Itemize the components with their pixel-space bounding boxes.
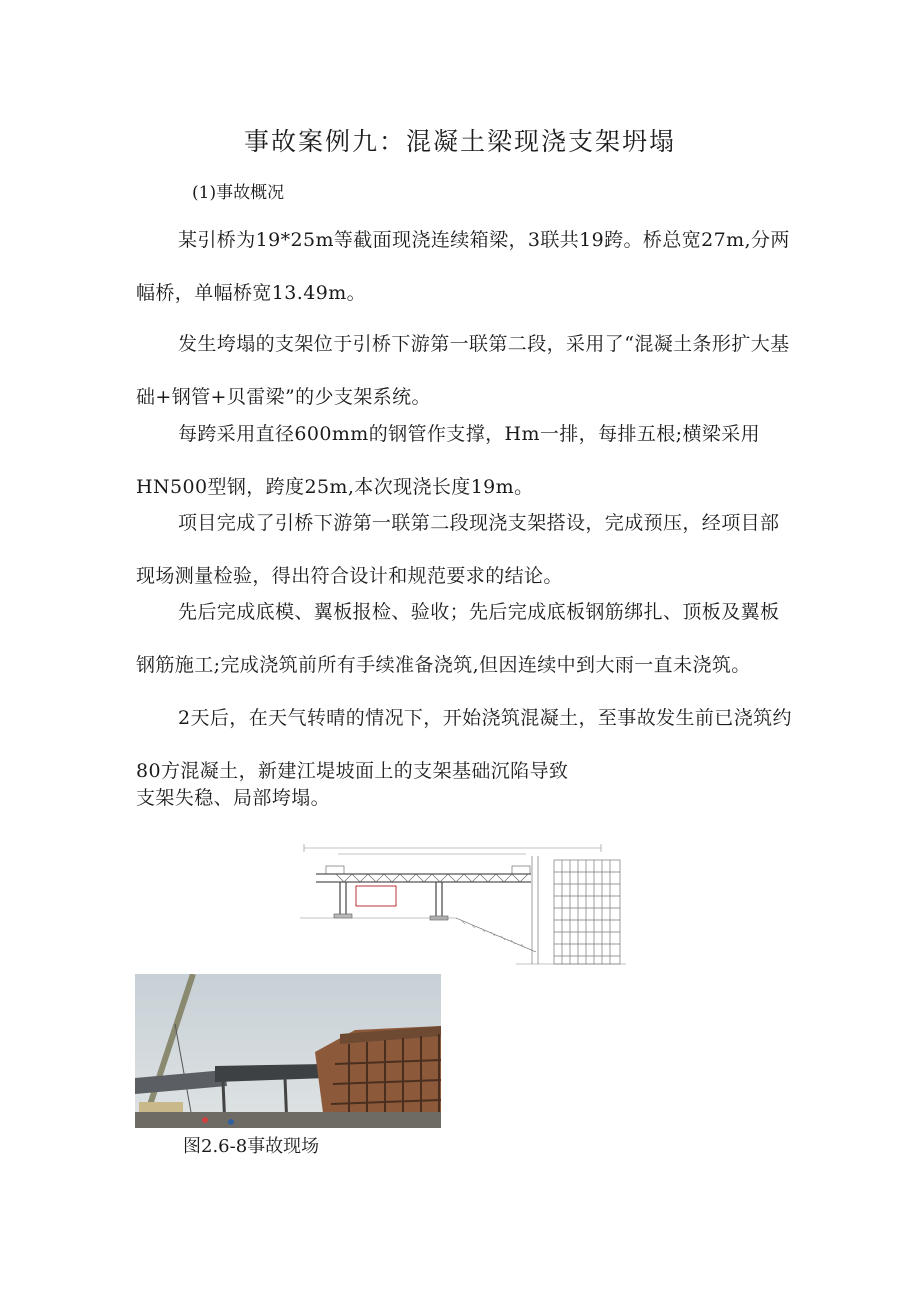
paragraph-preload-check: 项目完成了引桥下游第一联第二段现浇支架搭设，完成预压，经项目部现场测量检验，得出符合设计和规范要求的结论。 (136, 512, 780, 587)
paragraph-bridge-info: 某引桥为19*25m等截面现浇连续箱梁，3联共19跨。桥总宽27m,分两幅桥，单幅桥宽13.49m。 (136, 229, 790, 304)
accident-site-photo (135, 974, 441, 1128)
support-section-drawing (296, 826, 626, 968)
paragraph-pouring: 2天后，在天气转晴的情况下，开始浇筑混凝土，至事故发生前已浇筑约80方混凝土，新建江堤坡面上的支架基础沉陷导致 (136, 707, 792, 782)
figure-caption: 图2.6-8事故现场 (183, 1136, 320, 1157)
paragraph-pouring-end: 支架失稳、局部垮塌。 (136, 787, 331, 809)
section-heading: (1)事故概况 (192, 183, 285, 203)
paragraph-collapse-location: 发生垮塌的支架位于引桥下游第一联第二段，采用了“混凝土条形扩大基础+钢管+贝雷梁”的少支架系统。 (136, 333, 790, 408)
paragraph-inspection: 先后完成底模、翼板报检、验收；先后完成底板钢筋绑扎、顶板及翼板钢筋施工;完成浇筑前所有手续准备浇筑,但因连续中到大雨一直未浇筑。 (136, 601, 780, 676)
page-title: 事故案例九：混凝土梁现浇支架坍塌 (243, 127, 676, 156)
paragraph-support-spec: 每跨采用直径600mm的钢管作支撑，Hm一排，每排五根;横梁采用HN500型钢，跨度25m,本次现浇长度19m。 (136, 423, 761, 498)
